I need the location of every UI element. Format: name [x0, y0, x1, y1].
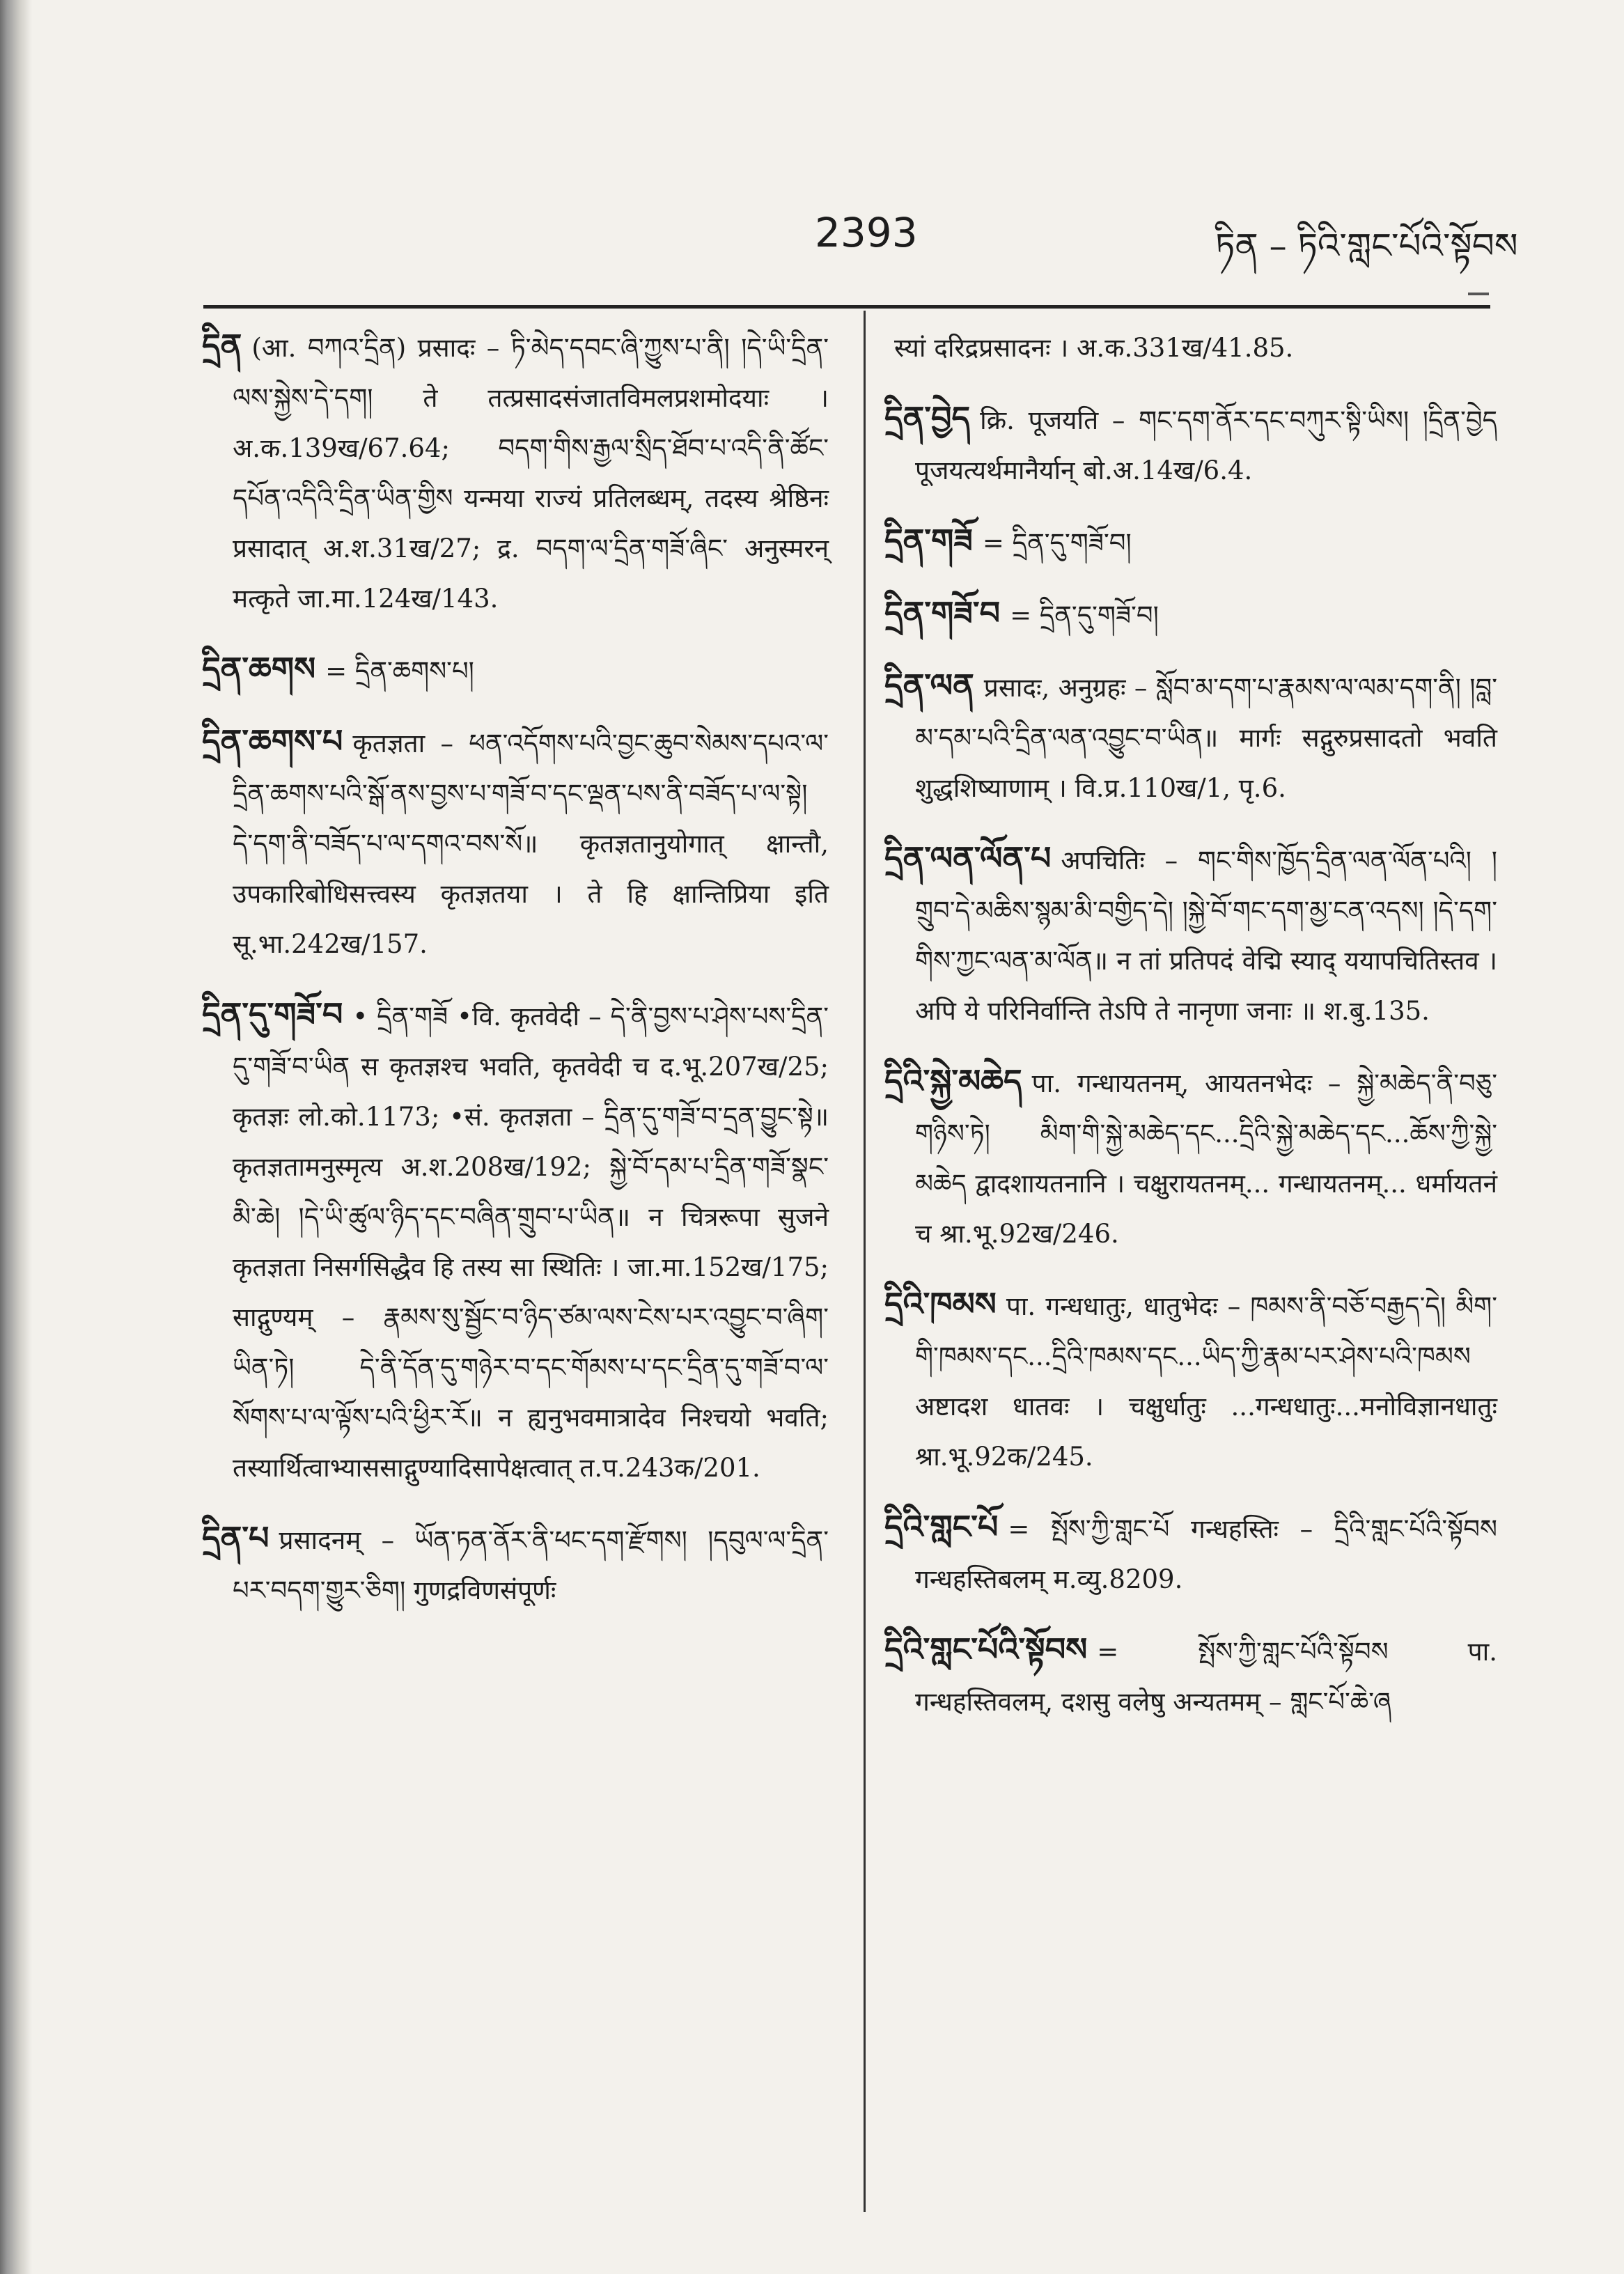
- entry-text: कृतज्ञता – ཕན་འདོགས་པའི་བྱང་ཆུབ་སེམས་དཔའ་ལ་དྲིན་ཆགས་པའི་སྒོ་ནས་བྱས་པ་གཟོ་བ་དང་ལྡན་པས་ནི་བཟོད་པ་ལ་སྟེ། དེ་དག་ནི་བཟོད་པ་ལ་དགའ་བས་སོ॥ कृतज्ञतानुयोगात् क्षान्तौ, उपकारिबोधिसत्त्वस्य कृतज्ञतया । ते हि क्षान्तिप्रिया इति सू.भा.242ख/157.: [233, 729, 829, 959]
- entry-text: = དྲིན་ཆགས་པ།: [325, 656, 474, 686]
- entry-headword: དྲིན་གཟོ་བ: [884, 594, 1001, 632]
- left-column: [202, 320, 829, 1635]
- entry-text: अपचितिः – གང་གིས་ཁྱོད་དྲིན་ལན་ལོན་པའི། །གྲུབ་དེ་མཆིས་སྙམ་མི་བགྱིད་དེ། །སྐྱེ་བོ་གང་དག་མྱ་ངན་འདས། །དེ་དག་གིས་ཀྱང་ལན་མ་ལོན॥ न तां प्रतिपदं वेद्मि स्याद् ययापचितिस्तव । अपि ये परिनिर्वान्ति तेऽपि ते नानृणा जनाः ॥ श.बु.135.: [915, 846, 1497, 1026]
- entry-headword: དྲིན་ལན: [884, 667, 974, 704]
- entry-text: = དྲིན་དུ་གཟོ་བ།: [982, 528, 1132, 558]
- entry-text: (आ. བཀའ་དྲིན) प्रसादः – ཏི་མེད་དབང་ཞི་ཀྱུས་པ་ནི། །དེ་ཡི་དྲིན་ལས་སྐྱེས་དེ་དག། ते तत्प्रसादसंजातविमलप्रशमोदयाः । अ.क.139ख/67.64; བདག་གིས་རྒྱལ་སྲིད་ཐོབ་པ་འདི་ནི་ཚོང་དཔོན་འདིའི་དྲིན་ཡིན་གྱིས यन्मया राज्यं प्रतिलब्धम्, तदस्य श्रेष्ठिनः प्रसादात् अ.श.31ख/27; द्र. བདག་ལ་དྲིན་གཟོ་ཞིང་ अनुस्मरन् मत्कृते जा.मा.124ख/143.: [233, 333, 829, 614]
- dictionary-entry: [884, 393, 1497, 496]
- entry-text: पा. गन्धायतनम्, आयतनभेदः – སྐྱེ་མཆེད་ནི་བཅུ་གཉིས་ཏེ། མིག་གི་སྐྱེ་མཆེད་དང...དྲིའི་སྐྱེ་མཆེད་དང...ཆོས་ཀྱི་སྐྱེ་མཆེད द्वादशायतनानि । चक्षुरायतनम्... गन्धायतनम्... धर्मायतनं च श्रा.भू.92ख/246.: [915, 1068, 1497, 1249]
- entry-headword: དྲིའི་གླང་པོ: [884, 1508, 999, 1545]
- dictionary-entry: [884, 588, 1497, 641]
- dictionary-entry: [884, 660, 1497, 813]
- page-number: 2393: [815, 209, 918, 256]
- dictionary-entry: [202, 1513, 829, 1616]
- entry-text: = སྤོས་ཀྱི་གླང་པོའི་སྟོབས पा. गन्धहस्तिवलम्, दशसु वलेषु अन्यतमम् – གླང་པོ་ཆེ་ཞ: [915, 1637, 1497, 1717]
- entry-headword: དྲིའི་ཁམས: [884, 1285, 997, 1323]
- dictionary-entry: [202, 644, 829, 696]
- entry-text: प्रसादनम् – ཡོན་ཏན་ནོར་ནི་ཕང་དག་རྫོགས། །དབུལ་ལ་དྲིན་པར་བདག་གྱུར་ཅིག། गुणद्रविणसंपूर्णः: [233, 1525, 829, 1605]
- entry-text: क्रि. पूजयति – གང་དག་ནོར་དང་བཀུར་སྟི་ཡིས། །དྲིན་བྱེད पूजयत्यर्थमानैर्यान् बो.अ.14ख/6.4.: [915, 405, 1497, 485]
- entry-text: = སྤོས་ཀྱི་གླང་པོ गन्धहस्तिः – དྲིའི་གླང་པོའི་སྟོབས गन्धहस्तिबलम् म.व्यु.8209.: [915, 1514, 1497, 1594]
- entry-headword: དྲིན་ལན་ལོན་པ: [884, 839, 1052, 877]
- dictionary-entry: [202, 716, 829, 969]
- entry-headword: དྲིའི་གླང་པོའི་སྟོབས: [884, 1630, 1088, 1668]
- dictionary-entry: [884, 1056, 1497, 1259]
- dictionary-entry: [884, 515, 1497, 568]
- dictionary-entry: [202, 320, 829, 624]
- entry-text: पा. गन्धधातुः, धातुभेदः – ཁམས་ནི་བཅོ་བརྒྱད་དེ། མིག་གི་ཁམས་དང...དྲིའི་ཁམས་དང...ཡིད་ཀྱི་རྣམ་པར་ཤེས་པའི་ཁམས अष्टादश धातवः । चक्षुर्धातुः ...गन्धधातुः...मनोविज्ञानधातुः श्रा.भू.92क/245.: [915, 1291, 1497, 1472]
- column-divider: [864, 311, 866, 2212]
- entry-headword: དྲིའི་སྐྱེ་མཆེད: [884, 1062, 1022, 1100]
- entry-headword: དྲིན་ཆགས་པ: [202, 722, 343, 760]
- running-head: ཏིན – ཏིའི་གླང་པོའི་སྟོབས: [1215, 226, 1518, 266]
- entry-headword: དྲིན་པ: [202, 1519, 270, 1557]
- header-rule-tail: [1468, 293, 1489, 295]
- entry-headword: དྲིན་ཆགས: [202, 650, 316, 687]
- dictionary-entry: [884, 1624, 1497, 1727]
- entry-text: = དྲིན་དུ་གཟོ་བ།: [1010, 600, 1159, 630]
- dictionary-entry: [202, 989, 829, 1493]
- right-column: [884, 320, 1497, 1747]
- entry-text: प्रसादः, अनुग्रहः – སློབ་མ་དག་པ་རྣམས་ལ་ལམ་དག་ནི། །བླ་མ་དམ་པའི་དྲིན་ལན་འབྱུང་བ་ཡིན॥ मार्गः सद्गुरुप्रसादतो भवति शुद्धशिष्याणाम् । वि.प्र.110ख/1, पृ.6.: [915, 673, 1497, 803]
- dictionary-entry: [884, 1502, 1497, 1605]
- header-rule: [203, 305, 1490, 309]
- dictionary-entry-continuation: [884, 320, 1497, 373]
- dictionary-entry: [884, 833, 1497, 1036]
- entry-headword: དྲིན་དུ་གཟོ་བ: [202, 995, 343, 1033]
- entry-headword: དྲིན་བྱེད: [884, 399, 971, 437]
- entry-headword: དྲིན: [202, 327, 242, 364]
- scan-binding-edge: [0, 0, 32, 2274]
- entry-headword: དྲིན་གཟོ: [884, 522, 973, 559]
- entry-text: स्यां दरिद्रप्रसादनः । अ.क.331ख/41.85.: [894, 333, 1294, 363]
- entry-text: • དྲིན་གཟོ •वि. कृतवेदी – དེ་ནི་བྱས་པ་ཤེས་པས་དྲིན་དུ་གཟོ་བ་ཡིན स कृतज्ञश्च भवति, कृतवेदी च द.भू.207ख/25; कृतज्ञः लो.को.1173; •सं. कृतज्ञता – དྲིན་དུ་གཟོ་བ་དྲན་བྱུང་སྟེ॥ कृतज्ञतामनुस्मृत्य अ.श.208ख/192; སྐྱེ་བོ་དམ་པ་དྲིན་གཟོ་སྣང་མི་ཆེ། །དེ་ཡི་ཚུལ་ཉིད་དང་བཞིན་གྲུབ་པ་ཡིན॥ न चित्ररूपा सुजने कृतज्ञता निसर्गसिद्धैव हि तस्य सा स्थितिः । जा.मा.152ख/175; साद्गुण्यम् – རྣམས་སུ་སྦྱོང་བ་ཉིད་ཙམ་ལས་ངེས་པར་འབྱུང་བ་ཞིག་ཡིན་ཏེ། དེ་ནི་དོན་དུ་གཉེར་བ་དང་གོམས་པ་དང་དྲིན་དུ་གཟོ་བ་ལ་སོགས་པ་ལ་ལྟོས་པའི་ཕྱིར་རོ॥ न ह्यनुभवमात्रादेव निश्चयो भवति; तस्यार्थित्वाभ्याससाद्गुण्यादिसापेक्षत्वात् त.प.243क/201.: [233, 1002, 829, 1483]
- dictionary-entry: [884, 1279, 1497, 1482]
